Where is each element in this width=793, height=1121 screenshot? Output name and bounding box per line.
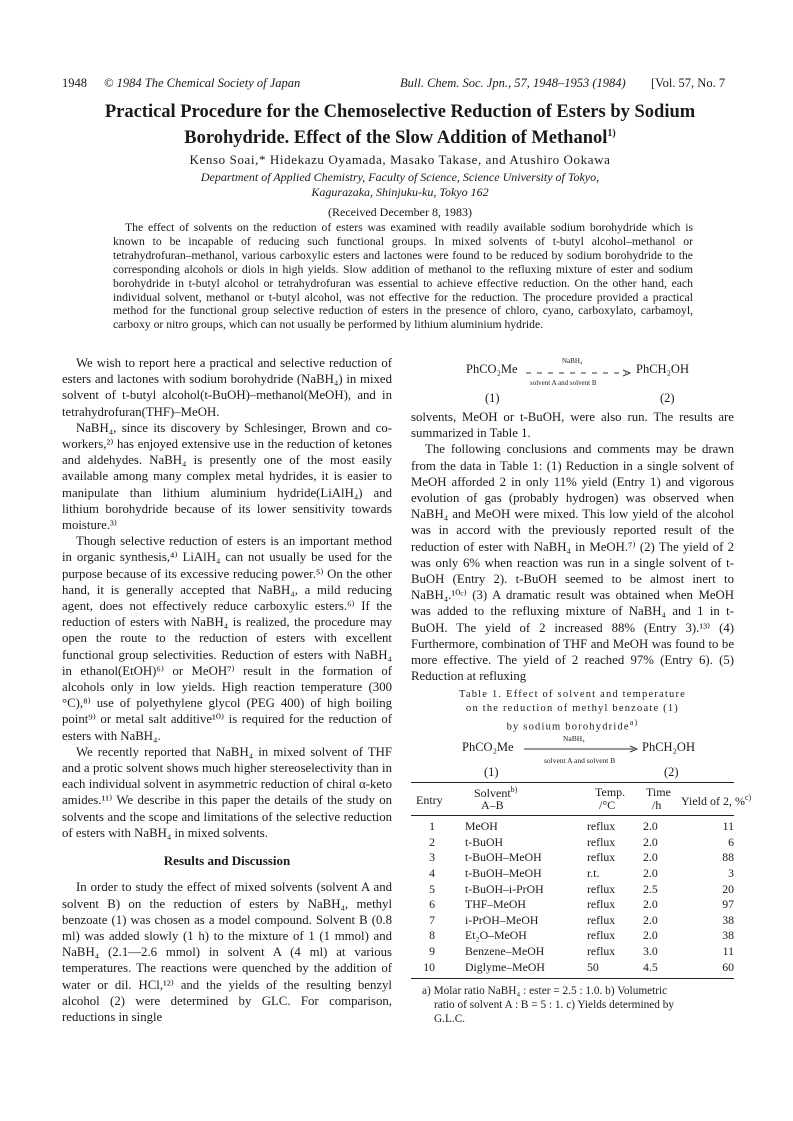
cell-temp: reflux bbox=[587, 819, 616, 834]
cell-solvent: Benzene–MeOH bbox=[465, 944, 545, 959]
cell-temp: reflux bbox=[587, 897, 616, 912]
cell-time: 2.0 bbox=[643, 928, 658, 943]
cell-solvent: Et₂O–MeOH bbox=[465, 928, 527, 943]
cell-entry: 8 bbox=[429, 928, 435, 943]
table-row bbox=[411, 835, 734, 851]
title-line-1: Practical Procedure for the Chemoselective Reduction of Esters by Sodium bbox=[104, 102, 696, 122]
header-solvent-ref: b) bbox=[510, 785, 518, 794]
table-scheme-product: PhCH₂OH bbox=[642, 740, 695, 754]
table-scheme-reactant: PhCO₂Me bbox=[462, 740, 514, 754]
affiliation-line-1: Department of Applied Chemistry, Faculty of Science, Science University of Tokyo, bbox=[200, 170, 600, 184]
article-title bbox=[60, 101, 740, 149]
author-list: Kenso Soai,* Hidekazu Oyamada, Masako Takase, and Atushiro Ookawa bbox=[189, 152, 611, 167]
footnote-line: G.L.C. bbox=[434, 1013, 466, 1025]
left-column bbox=[62, 355, 392, 1025]
cell-entry: 3 bbox=[429, 850, 435, 865]
cell-temp: reflux bbox=[587, 928, 616, 943]
journal-citation: Bull. Chem. Soc. Jpn., 57, 1948–1953 (1984) bbox=[400, 76, 626, 90]
scheme-reactant: PhCO₂Me bbox=[466, 362, 518, 376]
body-paragraph: We wish to report here a practical and selective reduction of esters and lactones with sodium borohydride (NaBH₄) in mixed solvent of t-butyl alcohol(t-BuOH)–methanol(MeOH), and in tetrahydrofuran(THF)–MeOH. bbox=[62, 356, 392, 419]
table-caption-ref: a) bbox=[629, 718, 639, 727]
data-table bbox=[411, 819, 734, 975]
body-paragraph: Though selective reduction of esters is an important method in organic synthesis,⁴⁾ LiAlH₄ can not usually be used for the purpose because of its excessive reducing power.⁵⁾ On the other hand, it is generally accepted that NaBH₄, a mild reducing agent, does not effectively reduce carboxylic esters.⁶⁾ If the reduction of esters with NaBH₄ is realized, the procedure may open the route to the reduction of esters with excellent functional group selectivities. Reduction of esters with NaBH₄ in ethanol(EtOH)⁶⁾ or MeOH⁷⁾ result in the formation of alcohols only in low yields. High reaction temperature (300 °C),⁸⁾ use of polyethylene glycol (PEG 400) of high boiling point⁹⁾ or metal salt additive¹⁰⁾ is required for the reduction of esters with NaBH₄. bbox=[62, 534, 392, 743]
table-bottom-rule bbox=[411, 978, 734, 979]
footnote-line: a) Molar ratio NaBH₄ : ester = 2.5 : 1.0. b) Volumetric bbox=[422, 985, 668, 997]
table-row bbox=[411, 928, 734, 944]
cell-temp: reflux bbox=[587, 912, 616, 927]
cell-yield: 60 bbox=[722, 959, 734, 974]
table-scheme-label-product: (2) bbox=[664, 765, 679, 779]
table-caption-line: Table 1. Effect of solvent and temperature bbox=[458, 689, 687, 700]
cell-time: 2.5 bbox=[643, 881, 658, 896]
table-top-rule bbox=[411, 782, 734, 783]
header-yield-ref: c) bbox=[745, 793, 752, 802]
table-footnotes bbox=[422, 984, 734, 1026]
cell-entry: 10 bbox=[423, 959, 435, 974]
cell-yield: 6 bbox=[728, 834, 734, 849]
table-row bbox=[411, 959, 734, 975]
cell-entry: 7 bbox=[429, 912, 435, 927]
title-line-2: Borohydride. Effect of the Slow Addition of Methanol$^{1)}$ bbox=[184, 128, 616, 149]
table-caption-line: on the reduction of methyl benzoate (1) bbox=[466, 703, 679, 714]
header-yield: Yield of 2, %$^{c)}$ bbox=[681, 793, 752, 808]
cell-temp: reflux bbox=[587, 881, 616, 896]
cell-yield: 3 bbox=[728, 866, 734, 881]
cell-time: 3.0 bbox=[643, 944, 658, 959]
cell-solvent: t-BuOH bbox=[465, 834, 504, 849]
cell-entry: 9 bbox=[429, 944, 435, 959]
cell-yield: 88 bbox=[722, 850, 734, 865]
table-row bbox=[411, 850, 734, 866]
table-row bbox=[411, 897, 734, 913]
cell-entry: 2 bbox=[429, 834, 435, 849]
scheme-reagent: NaBH₄ bbox=[562, 357, 583, 365]
body-paragraph: In order to study the effect of mixed solvents (solvent A and solvent B) on the reduction of esters by NaBH₄, methyl benzoate (1) was chosen as a model compound. Solvent B (0.8 ml) was added slowly (1 h) to the mixture of 1 (1 mmol) and NaBH₄ (2.1—2.6 mmol) in solvent A (4 ml) at various temperatures. The reactions were quenched by the addition of water or dil. HCl,¹²⁾ and the yields of the resulting benzyl alcohol (2) were determined by GLC. For comparison, reductions in single bbox=[62, 880, 392, 1024]
table-header-rule bbox=[411, 815, 734, 816]
cell-solvent: t-BuOH–MeOH bbox=[465, 866, 542, 881]
cell-temp: r.t. bbox=[587, 866, 600, 881]
header-solvent-sub: A–B bbox=[481, 798, 504, 812]
copyright-line: © 1984 The Chemical Society of Japan bbox=[104, 76, 301, 90]
cell-yield: 38 bbox=[722, 912, 734, 927]
cell-temp: reflux bbox=[587, 850, 616, 865]
cell-solvent: THF–MeOH bbox=[465, 897, 526, 912]
scheme-label-product: (2) bbox=[660, 391, 675, 405]
abstract: The effect of solvents on the reduction of esters was examined with readily available sodium borohydride which is known to be incapable of reducing such functional groups. In mixed solvents of t-butyl alcohol–methanol or tetrahydrofuran–methanol, various carboxylic esters and lactones were found to be reduced by sodium borohydride to the corresponding alcohols or diols in high yields. Slow addition of methanol to the refluxing mixture of ester and sodium borohydride in t-butyl alcohol or tetrahydrofuran was essential to achieve effective reduction. On the other hand, each individual solvent, methanol or t-butyl alcohol, was not effective for the reduction. The procedure provided a practical method for the functional group selective reduction of esters in the presence of chloro, cyano, carboxylato, carbamoyl, carboxy or nitro groups, which can not usually be performed by lithium aluminium hydride. bbox=[113, 221, 693, 332]
table-row bbox=[411, 866, 734, 882]
body-paragraph: NaBH₄, since its discovery by Schlesinger, Brown and co-workers,²⁾ has enjoyed extensive use in the reduction of ketones and aldehydes. NaBH₄ is presently one of the most easily available among many complex metal hydrides, it is easier to manipulate than lithium aluminium hydride(LiAlH₄) and lithium borohydride because of its lower sensitivity towards moisture.³⁾ bbox=[62, 420, 392, 533]
table-scheme-conditions: solvent A and solvent B bbox=[544, 756, 616, 765]
header-temp: Temp. bbox=[595, 785, 626, 799]
cell-temp: 50 bbox=[587, 959, 599, 974]
cell-time: 2.0 bbox=[643, 850, 658, 865]
volume-info: [Vol. 57, No. 7 bbox=[651, 76, 726, 90]
cell-temp: reflux bbox=[587, 944, 616, 959]
header-solvent: Solvent$^{b)}$ bbox=[474, 785, 518, 800]
body-paragraph: solvents, MeOH or t-BuOH, were also run. The results are summarized in Table 1. bbox=[411, 410, 734, 441]
cell-solvent: MeOH bbox=[465, 819, 498, 834]
cell-yield: 38 bbox=[722, 928, 734, 943]
cell-time: 2.0 bbox=[643, 866, 658, 881]
title-footnote-ref: 1) bbox=[607, 128, 616, 139]
received-date: (Received December 8, 1983) bbox=[328, 205, 472, 219]
table-row bbox=[411, 819, 734, 835]
table-caption bbox=[411, 688, 734, 735]
scheme-label-reactant: (1) bbox=[485, 391, 500, 405]
table-body bbox=[411, 819, 734, 975]
cell-entry: 5 bbox=[429, 881, 435, 896]
cell-entry: 1 bbox=[429, 819, 435, 834]
header-time: Time bbox=[646, 785, 671, 799]
cell-yield: 11 bbox=[722, 944, 734, 959]
cell-time: 4.5 bbox=[643, 959, 658, 974]
cell-yield: 97 bbox=[722, 897, 734, 912]
page-number: 1948 bbox=[62, 76, 87, 90]
cell-solvent: t-BuOH–i-PrOH bbox=[465, 881, 544, 896]
header-temp-unit: /°C bbox=[599, 798, 616, 812]
footnote-line: ratio of solvent A : B = 5 : 1. c) Yields determined by bbox=[434, 999, 675, 1011]
table-scheme-reagent: NaBH₄ bbox=[563, 734, 585, 743]
cell-yield: 20 bbox=[722, 881, 734, 896]
cell-time: 2.0 bbox=[643, 819, 658, 834]
table-scheme-label-reactant: (1) bbox=[484, 765, 499, 779]
table-row bbox=[411, 913, 734, 929]
cell-entry: 4 bbox=[429, 866, 435, 881]
cell-entry: 6 bbox=[429, 897, 435, 912]
body-paragraph: We recently reported that NaBH₄ in mixed solvent of THF and a protic solvent shows much higher stereoselectivity than in each individual solvent in asymmetric reduction of chiral α-keto amides.¹¹⁾ We describe in this paper the details of the study on solvents and the scope and limitations of the selective reduction of esters with NaBH₄ in mixed solvents. bbox=[62, 744, 392, 840]
right-column bbox=[411, 409, 734, 684]
cell-solvent: Diglyme–MeOH bbox=[465, 959, 545, 974]
cell-solvent: i-PrOH–MeOH bbox=[465, 912, 539, 927]
cell-time: 2.0 bbox=[643, 912, 658, 927]
table-row bbox=[411, 944, 734, 960]
cell-temp: reflux bbox=[587, 834, 616, 849]
cell-yield: 11 bbox=[722, 819, 734, 834]
scheme-conditions: solvent A and solvent B bbox=[530, 379, 597, 387]
cell-solvent: t-BuOH–MeOH bbox=[465, 850, 542, 865]
table-row bbox=[411, 881, 734, 897]
header-entry: Entry bbox=[416, 793, 443, 807]
section-heading: Results and Discussion bbox=[163, 853, 291, 869]
header-time-unit: /h bbox=[652, 798, 662, 812]
table-scheme-arrow bbox=[524, 745, 640, 753]
table-caption-line: by sodium borohydride$^{a)}$ bbox=[506, 718, 639, 733]
scheme-product: PhCH₂OH bbox=[636, 362, 689, 376]
scheme-arrow bbox=[526, 370, 632, 376]
cell-time: 2.0 bbox=[643, 897, 658, 912]
body-paragraph: The following conclusions and comments may be drawn from the data in Table 1: (1) Reduction in a single solvent of MeOH afforded 2 in only 11% yield (Entry 1) and vigorous evolution of gas (probably hydrogen) was observed when NaBH₄ and MeOH were mixed. This low yield of the alcohol was in accord with the previously reported result of the reduction of ester with NaBH₄ in MeOH.⁷⁾ (2) The yield of 2 was only 6% when reaction was run in a single solvent of t-BuOH (Entry 2). t-BuOH seemed to be almost inert to NaBH₄.¹⁰ᶜ⁾ (3) A dramatic result was obtained when MeOH was added to the refluxing mixture of NaBH₄ and 1 in t-BuOH. The yield of 2 increased 88% (Entry 3).¹³⁾ (4) Furthermore, combination of THF and MeOH was found to be more effective. The yield of 2 reached 97% (Entry 6). (5) Reduction at refluxing bbox=[411, 442, 734, 684]
affiliation-line-2: Kagurazaka, Shinjuku-ku, Tokyo 162 bbox=[311, 185, 489, 199]
cell-time: 2.0 bbox=[643, 834, 658, 849]
